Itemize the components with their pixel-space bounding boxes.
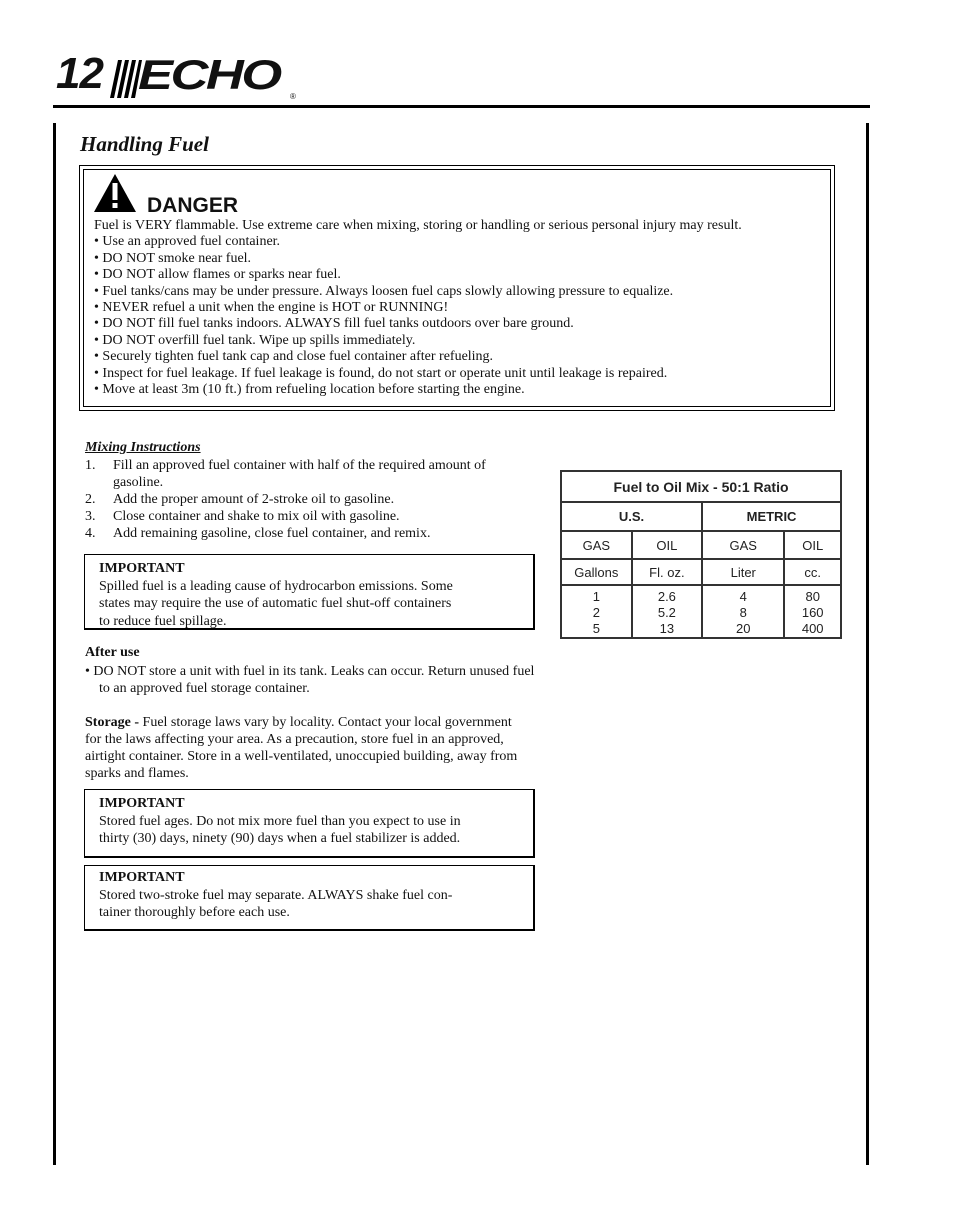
table-unit-cell: Liter: [702, 559, 784, 585]
table-title: Fuel to Oil Mix - 50:1 Ratio: [561, 471, 841, 502]
important-line: thirty (30) days, ninety (90) days when a fuel stabilizer is added.: [99, 831, 461, 846]
step-text: Fill an approved fuel container with half of the required amount of gasoline.: [113, 458, 486, 490]
danger-item: • Move at least 3m (10 ft.) from refueling location before starting the engine.: [94, 382, 525, 398]
storage-text: Fuel storage laws vary by locality. Contact your local government for the laws affecting your area. As a precaution, store fuel in an approved, airtight container. Store in a well-ventilated, unoccupied building, away from sparks and flames.: [85, 715, 518, 781]
step-text: Add remaining gasoline, close fuel container, and remix.: [113, 526, 431, 541]
table-group-us: U.S.: [561, 502, 702, 531]
important-title: IMPORTANT: [99, 796, 185, 811]
table-header-cell: OIL: [784, 531, 841, 559]
important-line: Stored two-stroke fuel may separate. ALWAYS shake fuel con-: [99, 887, 453, 903]
important-line: states may require the use of automatic fuel shut-off containers: [99, 596, 452, 611]
warning-triangle-icon: [93, 173, 137, 213]
step-number: 4.: [85, 526, 96, 541]
step-number: 1.: [85, 458, 96, 473]
header-rule: [53, 105, 870, 108]
danger-item: • DO NOT fill fuel tanks indoors. ALWAYS fill fuel tanks outdoors over bare ground.: [94, 316, 574, 332]
step-number: 2.: [85, 492, 96, 507]
table-value-cell: [784, 585, 841, 638]
important-box-spilled-fuel: [84, 554, 535, 630]
table-header-cell: GAS: [561, 531, 632, 559]
after-use-title: After use: [85, 645, 140, 660]
table-value: 5.2: [657, 605, 676, 620]
mixing-steps-list: [85, 457, 535, 542]
step-text: Add the proper amount of 2-stroke oil to gasoline.: [113, 492, 395, 507]
table-value: 8: [739, 605, 747, 620]
left-margin-rule: [53, 123, 56, 1165]
table-group-metric: METRIC: [702, 502, 841, 531]
list-item: [85, 508, 535, 525]
danger-item: • Use an approved fuel container.: [94, 234, 281, 250]
table-value-cell: [561, 585, 632, 638]
danger-item: • DO NOT overfill fuel tank. Wipe up spills immediately.: [94, 332, 416, 348]
danger-item: • Fuel tanks/cans may be under pressure. Always loosen fuel caps slowly allowing pressure to equalize.: [94, 283, 674, 299]
section-title: Handling Fuel: [80, 132, 209, 156]
table-value: 1: [592, 589, 600, 604]
table-value: 20: [736, 621, 751, 636]
table-value: 4: [739, 589, 747, 604]
table-row: [561, 585, 841, 638]
after-use-text: • DO NOT store a unit with fuel in its tank. Leaks can occur. Return unused fuel to an approved fuel storage container.: [85, 664, 535, 696]
table-value-cell: [632, 585, 702, 638]
table-value: 2.6: [657, 589, 676, 604]
important-line: Spilled fuel is a leading cause of hydrocarbon emissions. Some: [99, 578, 453, 594]
table-value-cell: [702, 585, 784, 638]
table-header-cell: GAS: [702, 531, 784, 559]
important-title: IMPORTANT: [99, 561, 185, 576]
mixing-instructions-title: Mixing Instructions: [85, 440, 201, 455]
step-number: 3.: [85, 509, 96, 524]
danger-heading: DANGER: [147, 194, 239, 217]
table-value: 2: [592, 605, 600, 620]
important-line: tainer thoroughly before each use.: [99, 905, 290, 920]
list-item: [85, 525, 535, 542]
page-number: 12: [56, 49, 103, 98]
table-value: 5: [592, 621, 600, 636]
logo-stripes-icon: [108, 56, 142, 102]
table-unit-row: [561, 559, 841, 585]
important-line: Stored fuel ages. Do not mix more fuel than you expect to use in: [99, 813, 461, 829]
table-value: 13: [659, 621, 675, 636]
echo-logo: [108, 51, 300, 102]
table-title-row: [561, 471, 841, 502]
important-title: IMPORTANT: [99, 870, 185, 885]
danger-item: • NEVER refuel a unit when the engine is HOT or RUNNING!: [94, 300, 449, 316]
danger-body: [94, 218, 829, 398]
danger-intro: Fuel is VERY flammable. Use extreme care when mixing, storing or handling or serious personal injury may result.: [94, 218, 742, 233]
important-box-fuel-ages: [84, 789, 535, 858]
danger-box: [79, 165, 835, 411]
table-unit-cell: Gallons: [561, 559, 632, 585]
table-value: 160: [801, 605, 824, 620]
table-header-cell: OIL: [632, 531, 702, 559]
right-margin-rule: [866, 123, 869, 1165]
table-group-row: [561, 502, 841, 531]
table-unit-cell: cc.: [784, 559, 841, 585]
danger-item: • Inspect for fuel leakage. If fuel leakage is found, do not start or operate unit until leakage is repaired.: [94, 365, 668, 381]
list-item: [85, 457, 535, 491]
danger-box-inner: [83, 169, 831, 407]
logo-wordmark: ECHO: [138, 51, 280, 98]
table-value: 80: [805, 589, 820, 604]
step-text: Close container and shake to mix oil with gasoline.: [113, 509, 400, 524]
table-value: 400: [801, 621, 824, 636]
danger-item: • DO NOT allow flames or sparks near fuel.: [94, 267, 341, 283]
storage-paragraph: [85, 714, 525, 782]
important-line: to reduce fuel spillage.: [99, 613, 227, 629]
table-header-row: [561, 531, 841, 559]
important-box-fuel-separate: [84, 865, 535, 931]
registered-mark: ®: [290, 92, 296, 101]
danger-item: • Securely tighten fuel tank cap and close fuel container after refueling.: [94, 349, 494, 365]
list-item: [85, 491, 535, 508]
danger-item: • DO NOT smoke near fuel.: [94, 250, 252, 266]
storage-label: Storage -: [85, 715, 140, 730]
fuel-oil-mix-table: [560, 470, 842, 639]
table-unit-cell: Fl. oz.: [632, 559, 702, 585]
